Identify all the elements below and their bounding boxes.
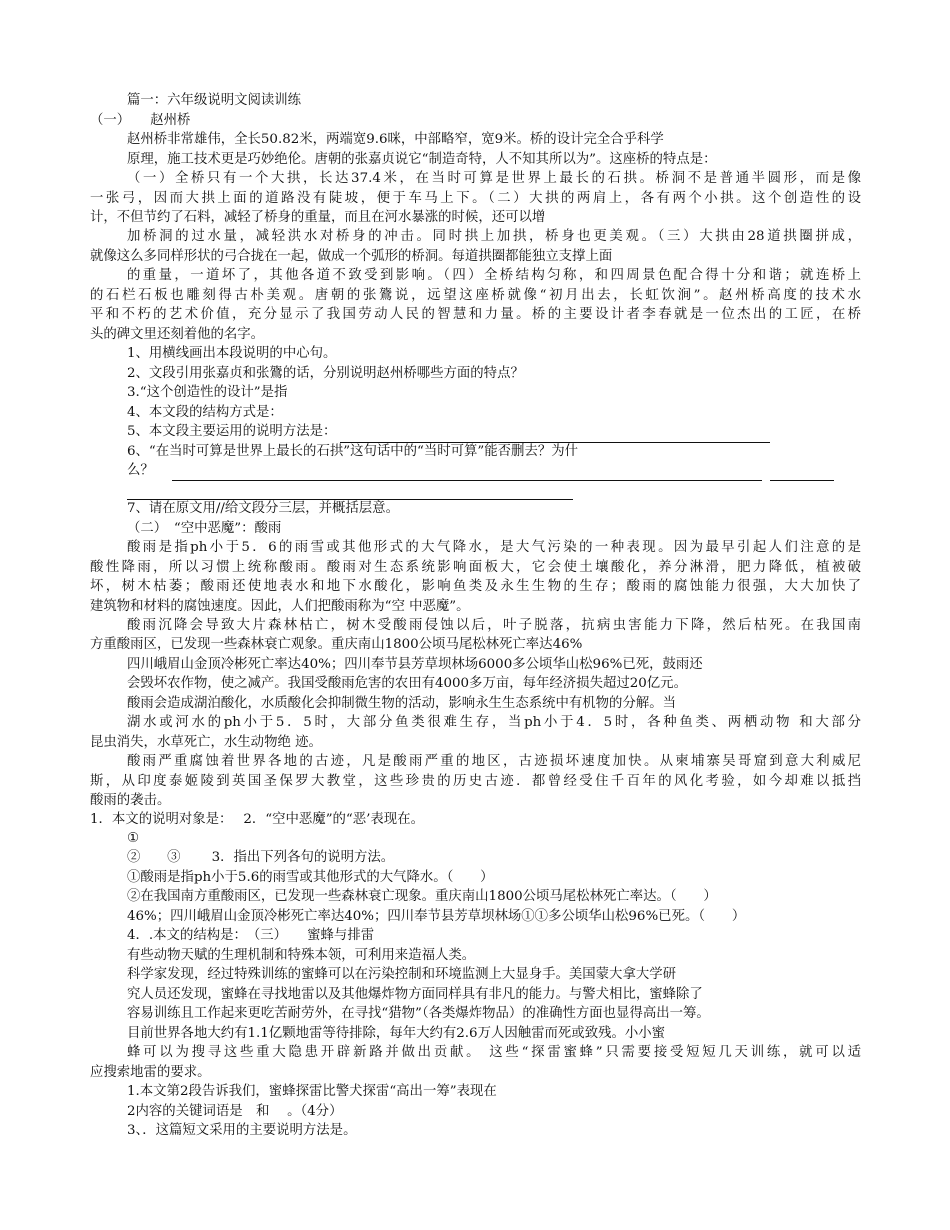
- text-line: 原理，施工技术更是巧妙绝伦。唐朝的张嘉贞说它“制造奇特，人不知其所以为”。这座桥的特点是：: [127, 152, 717, 167]
- section-heading-acid-rain: （二） “空中恶魔”：酸雨: [127, 521, 282, 536]
- text-line: 就像这么多同样形状的弓合拢在一起，做成一个弧形的桥洞。每道拱圈都能独立支撑上面: [90, 249, 613, 264]
- text-line: 容易训练且工作起来更吃苦耐劳外，在寻找“猎物”（各类爆炸物品）的准确性方面也显得高出一筹。: [127, 1006, 710, 1021]
- text-line: 酸性降雨，所以习惯上统称酸雨。酸雨对生态系统影响面板大，它会使土壤酸化，养分淋滑，肥力降低，植被破: [90, 560, 861, 575]
- question-2: 2内容的关键词语是 和 。（4分）: [127, 1104, 343, 1119]
- text-line: 会毁坏农作物，使之减产。我国受酸雨危害的农田有4000多万亩，每年经济损失超过20亿元。: [127, 676, 687, 691]
- question-1: 1、用横线画出本段说明的中心句。: [127, 346, 337, 361]
- text-line: 有些动物天赋的生理机制和特殊本领，可利用来造福人类。: [127, 948, 476, 963]
- text-line: 46%；四川峨眉山金顶冷彬死亡率达40%；四川奉节县芳草坝林场①①多公顷华山松96%已死。（ ）: [127, 909, 746, 924]
- text-line: 湖水或河水的ph小于5．5时，大部分鱼类很难生存，当ph小于4．5时，各种鱼类、两栖动物 和大部分: [127, 715, 861, 730]
- text-line: 酸雨的袭击。: [90, 793, 171, 808]
- text-line: 四川峨眉山金顶冷彬死亡率达40%；四川奉节县芳草坝林场6000多公顷华山松96%已死，鼓雨还: [127, 657, 703, 672]
- text-line: 加桥洞的过水量，减轻洪水对桥身的冲击。同时拱上加拱，桥身也更美观。（三）大拱由28道拱圈拼成，: [127, 229, 861, 244]
- text-line: 方重酸雨区，已发现一些森林衰亡观象。重庆南山1800公顷马尾松林死亡率达46%: [90, 637, 583, 652]
- text-line: 蜂可以为搜寻这些重大隐患开辟新路并做出贡献。 这些“探雷蜜蜂”只需要接受短短几天训练，就可以适: [127, 1045, 861, 1060]
- text-line: 计，不但节约了石料，减轻了桥身的重量，而且在河水暴涨的时候，还可以增: [90, 210, 546, 225]
- answer-line: [172, 466, 762, 481]
- text-line: 的重量，一道坏了，其他各道不致受到影响。（四）全桥结构匀称，和四周景色配合得十分和谐；就连桥上: [127, 268, 861, 283]
- text-line: 赵州桥非常雄伟，全长50.82米，两端宽9.6咪，中部略窄，宽9米。桥的设计完全合乎科学: [127, 132, 664, 147]
- text-line: 目前世界各地大约有1.1亿颗地雷等待排除，每年大约有2.6万人因触雷而死或致残。小小蜜: [127, 1026, 666, 1041]
- text-line: 一张弓，因而大拱上面的道路没有陡坡，便于车马上下。（二）大拱的两肩上，各有两个小拱。这个创造性的设: [90, 191, 861, 206]
- question-3: 3、．这篇短文采用的主要说明方法是。: [127, 1123, 357, 1138]
- text-line: 么？: [127, 463, 154, 478]
- text-line: ②在我国南方重酸雨区，已发现一些森林衰亡现象。重庆南山1800公顷马尾松林死亡率达。（ ）: [127, 889, 717, 904]
- section-heading-bees: 4．.本文的结构是： （三） 蜜蜂与排雷: [127, 928, 375, 943]
- text-line: ①酸雨是指ph小于5.6的雨雪或其他形式的大气降水。（ ）: [127, 870, 494, 885]
- answer-line: [770, 466, 834, 481]
- question-3: ② ③ 3．指出下列各句的说明方法。: [127, 850, 395, 865]
- text-line: 头的碑文里还刻着他的名字。: [90, 327, 265, 342]
- text-line: 酸雨会造成湖泊酸化，水质酸化会抑制微生物的活动，影响永生生态系统中有机物的分解。当: [127, 696, 677, 711]
- text-line: 酸雨严重腐蚀着世界各地的古迹，凡是酸雨严重的地区，古迹损坏速度加快。从柬埔寨吴哥窟到意大利威尼: [127, 754, 861, 769]
- text-line: 科学家发现，经过特殊训练的蜜蜂可以在污染控制和环境监测上大显身手。美国蒙大拿大学研: [127, 967, 677, 982]
- question-2: 2、文段引用张嘉贞和张鷟的话，分别说明赵州桥哪些方面的特点？: [127, 366, 524, 381]
- question-5: 5、本文段主要运用的说明方法是：: [127, 424, 337, 439]
- text-line: 究人员还发现，蜜蜂在寻找地雷以及其他爆炸物方面同样具有非凡的能力。与警犬相比，蜜蜂除了: [127, 987, 703, 1002]
- question-4: 4、本文段的结构方式是：: [127, 405, 283, 420]
- section-heading-zhaozhou-bridge: （一） 赵州桥: [90, 113, 191, 128]
- text-line: 酸雨沉降会导致大片森林枯亡，树木受酸雨侵蚀以后，叶子脱落，抗病虫害能力下降，然后枯死。在我国南: [127, 618, 861, 633]
- text-line: （一）全桥只有一个大拱，长达37.4米，在当时可算是世界上最长的石拱。桥洞不是普通半圆形，而是像: [127, 171, 861, 186]
- text-line: 坏，树木枯萎；酸雨还使地表水和地下水酸化，影响鱼类及永生生物的生存；酸雨的腐蚀能力很强，大大加快了: [90, 579, 861, 594]
- text-line: 昆虫消失，水草死亡，水生动物绝 迹。: [90, 735, 322, 750]
- text-line: 平和不朽的艺术价值，充分显示了我国劳动人民的智慧和力量。桥的主要设计者李春就是一位杰出的工匠，在桥: [90, 307, 861, 322]
- text-line: 斯，从印度泰姬陵到英国圣保罗大教堂，这些珍贵的历史古迹．都曾经受住千百年的风化考验，如今却难以抵挡: [90, 774, 861, 789]
- text-line: 酸雨是指ph小于5．6的雨雪或其他形式的大气降水，是大气污染的一种表现。因为最早引起人们注意的是: [127, 540, 861, 555]
- question-1: 1.本文第2段告诉我们，蜜蜂探雷比警犬探雷“高出一筹”表现在: [127, 1084, 497, 1099]
- text-line: ①: [127, 831, 140, 846]
- question-1: 1．本文的说明对象是： 2．“空中恶魔”的“恶’表现在。: [90, 812, 424, 827]
- text-line: 的石栏石板也雕刻得古朴美观。唐朝的张鷟说，远望这座桥就像“初月出去，长虹饮涧”。赵州桥高度的技术水: [90, 288, 861, 303]
- document-title: 篇一：六年级说明文阅读训练: [127, 93, 302, 108]
- question-3: 3.“这个创造性的设计”是指: [127, 385, 288, 400]
- text-line: 建筑物和材料的腐蚀速度。因此，人们把酸雨称为“空 中恶魔”。: [90, 599, 470, 614]
- question-7: 7、请在原文用//给文段分三层，并概括层意。: [127, 501, 399, 516]
- question-6: 6、“在当时可算是世界上最长的石拱”这句话中的“当时可算”能否删去？为什: [127, 444, 579, 459]
- text-line: 应搜索地雷的要求。: [90, 1065, 211, 1080]
